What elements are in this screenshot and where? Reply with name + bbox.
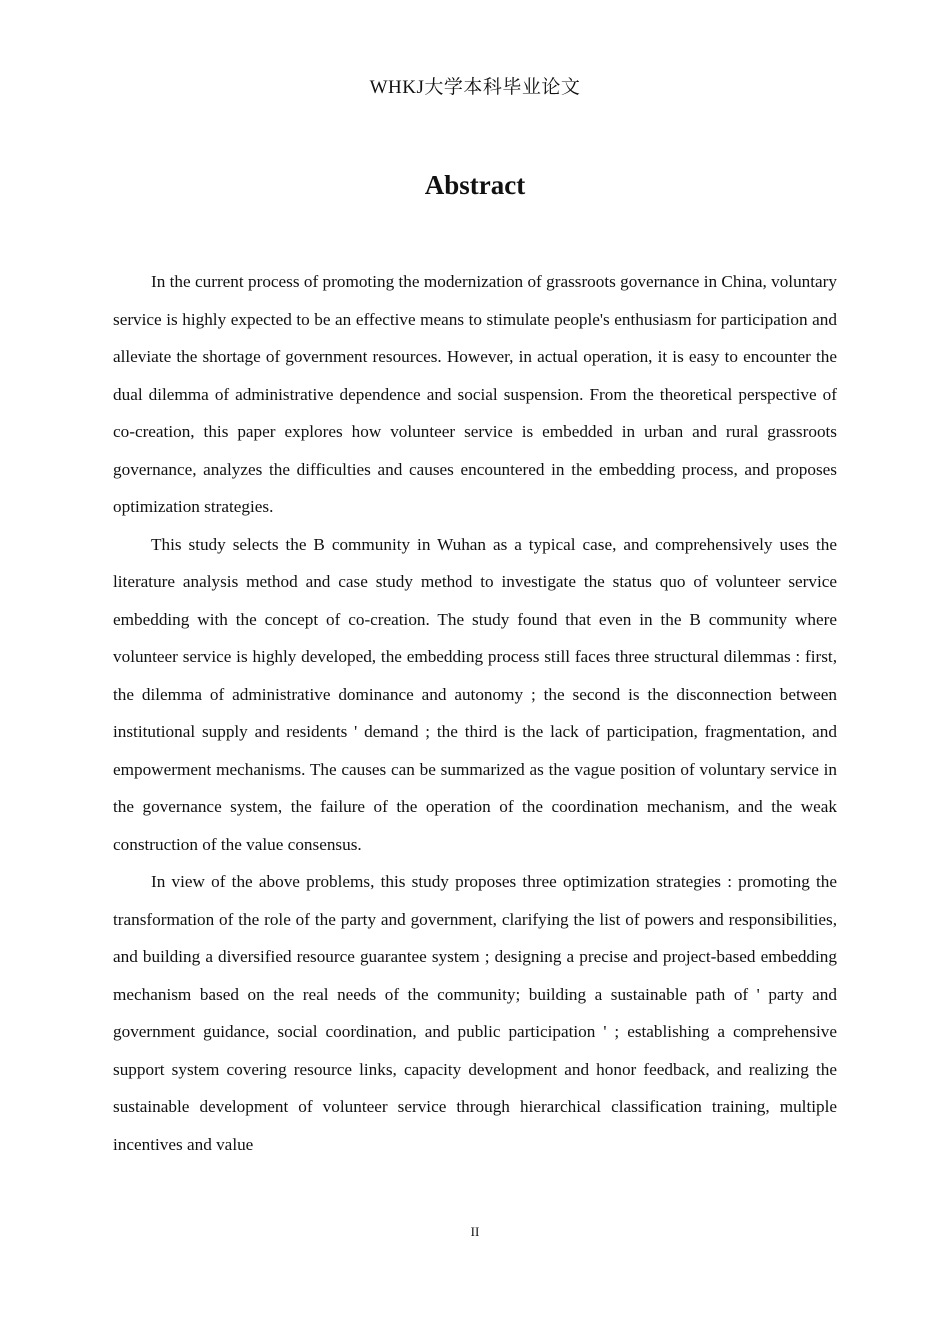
abstract-title: Abstract [424, 170, 526, 200]
paragraph-3: In view of the above problems, this study proposes three optimization strategies : promoting the transformation of the role of the party and government, clarifying the list of powers and responsibilities, and building a diversified resource guarantee system ; designing a precise and project-based embedding mechanism based on the real needs of the community; building a sustainable path of ' party and government guidance, social coordination, and public participation ' ; establishing a comprehensive support system covering resource links, capacity development and honor feedback, and realizing the sustainable development of volunteer service through hierarchical classification training, multiple incentives and value [113, 872, 837, 1154]
abstract-body [113, 263, 837, 1203]
page-number: II [470, 1224, 480, 1239]
paragraph-2: This study selects the B community in Wuhan as a typical case, and comprehensively uses the literature analysis method and case study method to investigate the status quo of volunteer service embedding with the concept of co-creation. The study found that even in the B community where volunteer service is highly developed, the embedding process still faces three structural dilemmas : first, the dilemma of administrative dominance and autonomy ; the second is the disconnection between institutional supply and residents ' demand ; the third is the lack of participation, fragmentation, and empowerment mechanisms. The causes can be summarized as the vague position of voluntary service in the governance system, the failure of the operation of the coordination mechanism, and the weak construction of the value consensus. [113, 534, 837, 854]
paragraph-1: In the current process of promoting the modernization of grassroots governance in China, voluntary service is highly expected to be an effective means to stimulate people's enthusiasm for participation and alleviate the shortage of government resources. However, in actual operation, it is easy to encounter the dual dilemma of administrative dependence and social suspension. From the theoretical perspective of co-creation, this paper explores how volunteer service is embedded in urban and rural grassroots governance, analyzes the difficulties and causes encountered in the embedding process, and proposes optimization strategies. [113, 272, 837, 516]
page-header: WHKJ大学本科毕业论文 [369, 77, 581, 98]
